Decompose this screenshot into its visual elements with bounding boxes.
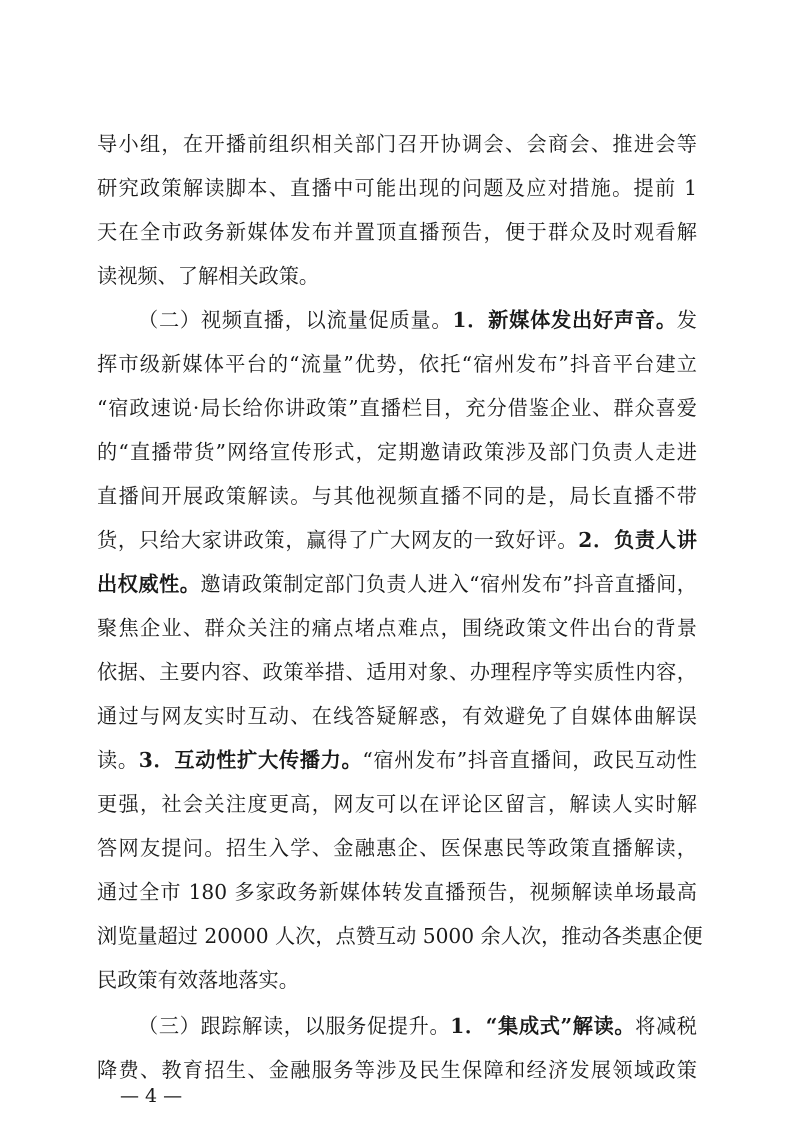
section-heading-line: （二）视频直播，以流量促质量。1．新媒体发出好声音。发 — [138, 308, 697, 332]
paragraph-line: 答网友提问。招生入学、金融惠企、医保惠民等政策直播解读， — [97, 836, 697, 860]
paragraph-line: 读视频、了解相关政策。 — [97, 264, 320, 288]
paragraph-line: 的“直播带货”网络宣传形式，定期邀请政策涉及部门负责人走进 — [97, 440, 697, 464]
paragraph-line: 降费、教育招生、金融服务等涉及民生保障和经济发展领域政策 — [97, 1058, 697, 1082]
paragraph-line: 更强，社会关注度更高，网友可以在评论区留言，解读人实时解 — [97, 792, 697, 816]
section-heading-line: （三）跟踪解读，以服务促提升。1．“集成式”解读。将减税 — [138, 1014, 697, 1038]
paragraph-line: 天在全市政务新媒体发布并置顶直播预告，便于群众及时观看解 — [97, 220, 697, 244]
paragraph-line: 研究政策解读脚本、直播中可能出现的问题及应对措施。提前 1 — [97, 176, 697, 200]
paragraph-line: 直播间开展政策解读。与其他视频直播不同的是，局长直播不带 — [97, 484, 697, 508]
paragraph-line: 导小组，在开播前组织相关部门召开协调会、会商会、推进会等 — [97, 132, 697, 156]
paragraph-line: 通过与网友实时互动、在线答疑解惑，有效避免了自媒体曲解误 — [97, 704, 697, 728]
paragraph-line: 浏览量超过 20000 人次，点赞互动 5000 余人次，推动各类惠企便 — [97, 924, 703, 948]
paragraph-line: 读。3．互动性扩大传播力。“宿州发布”抖音直播间，政民互动性 — [97, 748, 697, 772]
paragraph-line: 货，只给大家讲政策，赢得了广大网友的一致好评。2．负责人讲 — [97, 528, 697, 552]
paragraph-line: 聚焦企业、群众关注的痛点堵点难点，围绕政策文件出台的背景 — [97, 616, 697, 640]
paragraph-line: 民政策有效落地落实。 — [97, 968, 299, 992]
paragraph-line: 出权威性。邀请政策制定部门负责人进入“宿州发布”抖音直播间， — [97, 572, 697, 596]
paragraph-line: 依据、主要内容、政策举措、适用对象、办理程序等实质性内容， — [97, 660, 697, 684]
page-number: — 4 — — [120, 1085, 183, 1107]
paragraph-line: “宿政速说·局长给你讲政策”直播栏目，充分借鉴企业、群众喜爱 — [97, 396, 697, 420]
paragraph-line: 通过全市 180 多家政务新媒体转发直播预告，视频解读单场最高 — [97, 880, 697, 904]
paragraph-line: 挥市级新媒体平台的“流量”优势，依托“宿州发布”抖音平台建立 — [97, 352, 697, 376]
